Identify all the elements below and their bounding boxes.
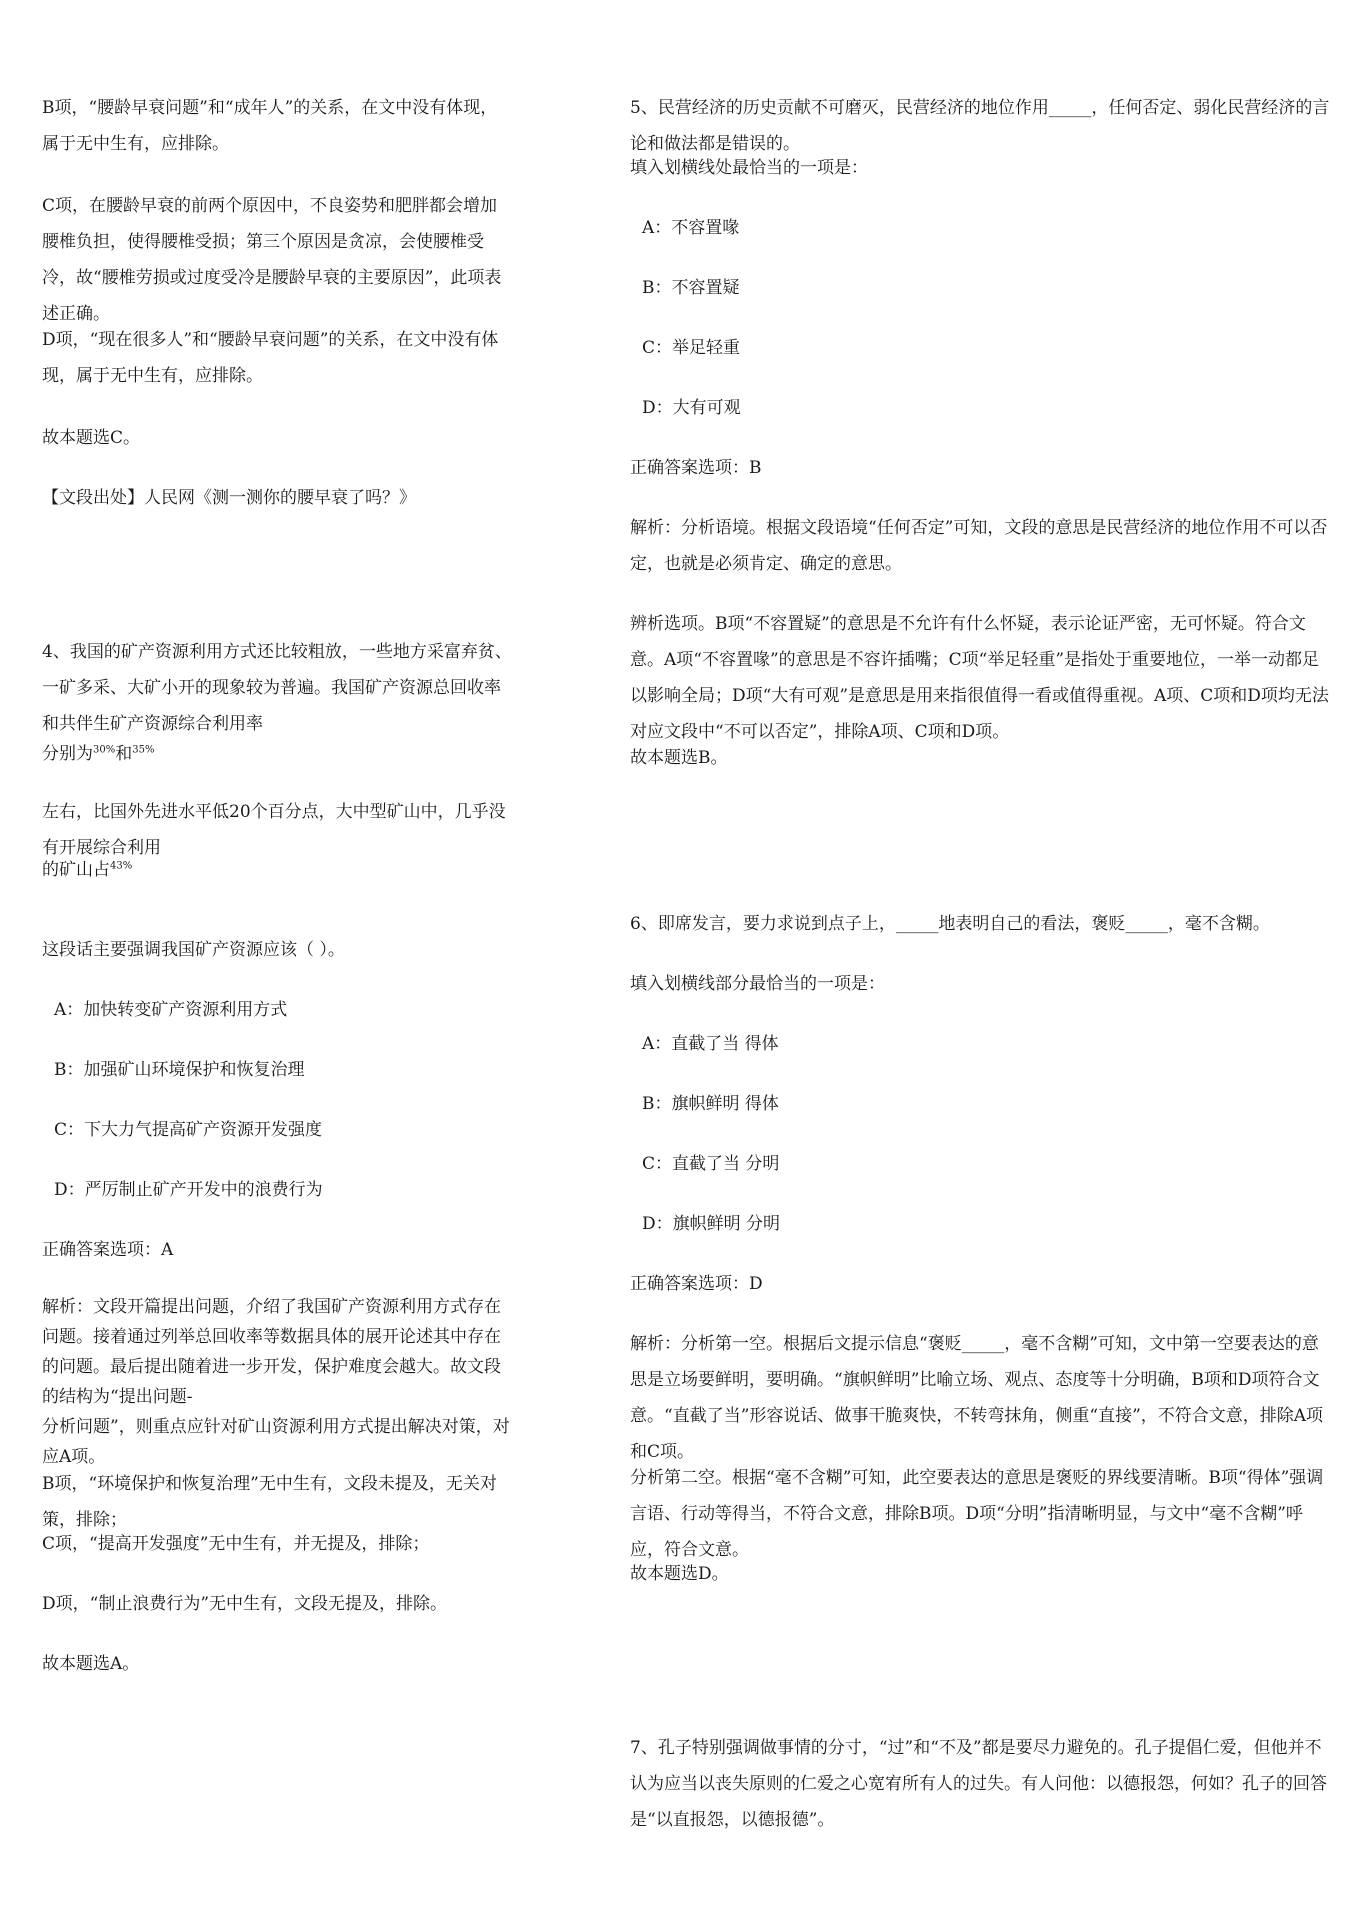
q4-option-b-analysis: B项，“环境保护和恢复治理”无中生有，文段未提及，无关对策，排除；	[42, 1474, 497, 1530]
q4-stem-part4	[42, 852, 512, 888]
q5-options-analysis: 辨析选项。B项“不容置疑”的意思是不允许有什么怀疑，表示论证严密，无可怀疑。符合文意。A项“不容置喙”的意思是不容许插嘴；C项“举足轻重”是指处于重要地位，一举一动都足以影响全局；D项“大有可观”是意思是用来指很值得一看或值得重视。A项、C项和D项均无法对应文段中“不可以否定”，排除A项、C项和D项。	[630, 614, 1329, 742]
q5-option-b: B：不容置疑	[642, 278, 740, 298]
q6-analysis-part1: 解析：分析第一空。根据后文提示信息“褒贬_____，毫不含糊”可知，文中第一空要表达的意思是立场要鲜明，要明确。“旗帜鲜明”比喻立场、观点、态度等十分明确，B项和D项符合文意。“直截了当”形容说话、做事干脆爽快，不转弯抹角，侧重“直接”，不符合文意，排除A项和C项。	[630, 1334, 1324, 1462]
q4-stem-text: 分别为	[42, 744, 93, 764]
q4-percent-2: 35%	[132, 744, 155, 756]
q5-option-d: D：大有可观	[642, 398, 741, 418]
q3-option-b-analysis: B项，“腰龄早衰问题”和“成年人”的关系，在文中没有体现，属于无中生有，应排除。	[42, 98, 498, 154]
q4-stem-part1: 4、我国的矿产资源利用方式还比较粗放，一些地方采富弃贫、一矿多采、大矿小开的现象较为普遍。我国矿产资源总回收率和共伴生矿产资源综合利用率	[42, 642, 512, 734]
q4-stem-text: 的矿山占	[42, 860, 110, 880]
q3-option-d-analysis: D项，“现在很多人”和“腰龄早衰问题”的关系，在文中没有体现，属于无中生有，应排除。	[42, 330, 499, 386]
q6-prompt: 填入划横线部分最恰当的一项是：	[630, 974, 885, 994]
q6-option-d: D：旗帜鲜明 分明	[642, 1214, 781, 1234]
q4-option-d: D：严厉制止矿产开发中的浪费行为	[54, 1180, 323, 1200]
q4-option-d-analysis: D项，“制止浪费行为”无中生有，文段无提及，排除。	[42, 1594, 448, 1614]
q5-option-a: A：不容置喙	[642, 218, 740, 238]
q5-stem: 5、民营经济的历史贡献不可磨灭，民营经济的地位作用_____，任何否定、弱化民营经济的言论和做法都是错误的。	[630, 98, 1330, 154]
q7-stem: 7、孔子特别强调做事情的分寸，“过”和“不及”都是要尽力避免的。孔子提倡仁爱，但他并不认为应当以丧失原则的仁爱之心宽宥所有人的过失。有人问他：以德报怨，何如？孔子的回答是“以直报怨，以德报德”。	[630, 1738, 1327, 1830]
q4-percent-1: 30%	[93, 744, 116, 756]
q4-stem-text: 和	[115, 744, 133, 764]
q4-analysis-part2: 分析问题”，则重点应针对矿山资源利用方式提出解决对策，对应A项。	[42, 1417, 510, 1467]
q4-option-c: C：下大力气提高矿产资源开发强度	[54, 1120, 323, 1140]
q4-conclusion: 故本题选A。	[42, 1654, 140, 1674]
q5-answer: 正确答案选项：B	[630, 458, 762, 478]
q6-option-a: A：直截了当 得体	[642, 1034, 779, 1054]
q4-analysis-part1: 解析：文段开篇提出问题，介绍了我国矿产资源利用方式存在问题。接着通过列举总回收率等数据具体的展开论述其中存在的问题。最后提出随着进一步开发，保护难度会越大。故文段的结构为“提出问题-	[42, 1297, 501, 1407]
q4-stem-part2	[42, 736, 512, 772]
q3-source: 【文段出处】人民网《测一测你的腰早衰了吗？》	[42, 488, 416, 508]
q4-answer: 正确答案选项：A	[42, 1240, 174, 1260]
q6-option-c: C：直截了当 分明	[642, 1154, 780, 1174]
q6-stem: 6、即席发言，要力求说到点子上，_____地表明自己的看法，褒贬_____，毫不含糊。	[630, 914, 1270, 934]
q6-answer: 正确答案选项：D	[630, 1274, 763, 1294]
q5-option-c: C：举足轻重	[642, 338, 741, 358]
q4-percent-3: 43%	[110, 860, 133, 872]
q5-conclusion: 故本题选B。	[630, 748, 728, 768]
q4-option-c-analysis: C项，“提高开发强度”无中生有，并无提及，排除；	[42, 1534, 430, 1554]
q3-conclusion: 故本题选C。	[42, 428, 141, 448]
q4-stem-part3: 左右，比国外先进水平低20个百分点，大中型矿山中，几乎没有开展综合利用	[42, 802, 506, 858]
q6-analysis-part2: 分析第二空。根据“毫不含糊”可知，此空要表达的意思是褒贬的界线要清晰。B项“得体”强调言语、行动等得当，不符合文意，排除B项。D项“分明”指清晰明显，与文中“毫不含糊”呼应，符合文意。	[630, 1468, 1324, 1560]
q4-question: 这段话主要强调我国矿产资源应该（ ）。	[42, 940, 345, 960]
q5-prompt: 填入划横线处最恰当的一项是：	[630, 158, 868, 178]
q4-option-b: B：加强矿山环境保护和恢复治理	[54, 1060, 305, 1080]
q6-option-b: B：旗帜鲜明 得体	[642, 1094, 779, 1114]
q4-option-a: A：加快转变矿产资源利用方式	[54, 1000, 288, 1020]
q5-analysis: 解析：分析语境。根据文段语境“任何否定”可知，文段的意思是民营经济的地位作用不可以否定，也就是必须肯定、确定的意思。	[630, 518, 1328, 574]
q3-option-c-analysis: C项，在腰龄早衰的前两个原因中，不良姿势和肥胖都会增加腰椎负担，使得腰椎受损；第三个原因是贪凉，会使腰椎受冷，故“腰椎劳损或过度受冷是腰龄早衰的主要原因”，此项表述正确。	[42, 196, 502, 324]
q6-conclusion: 故本题选D。	[630, 1564, 729, 1584]
